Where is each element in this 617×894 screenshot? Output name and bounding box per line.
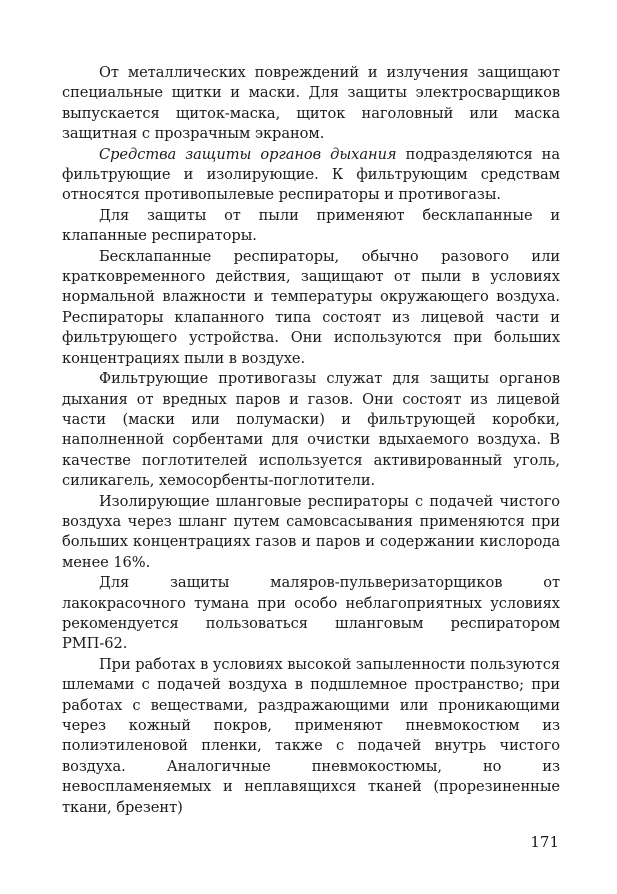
paragraph-painters-protection xyxy=(62,573,560,655)
paragraph-text: При работах в условиях высокой запыленности пользуются шлемами с подачей воздуха в подшлемное пространство; при работах с веществами, раздражающими или проникающими через кожный покров, применяют пневмокостюм из полиэтиленовой пленки, также с подачей внутрь чистого воздуха. Аналогичные пневмокостюмы, но из невоспламеняемых и неплавящихся тканей (прорезиненные ткани, брезент) xyxy=(62,655,560,816)
paragraph-valveless-respirators xyxy=(62,247,560,369)
paragraph-text: Бесклапанные респираторы, обычно разового или кратковременного действия, защищают от пыли в условиях нормальной влажности и температуры окружающего воздуха. Респираторы клапанного типа состоят из лицевой части и фильтрующего устройства. Они используются при больших концентрациях пыли в воздухе. xyxy=(62,247,560,367)
paragraph-respiratory-protection xyxy=(62,145,560,206)
paragraph-dust-protection xyxy=(62,206,560,247)
paragraph-metal-protection xyxy=(62,63,560,145)
paragraph-hose-respirators xyxy=(62,492,560,574)
page-number: 171 xyxy=(530,833,559,851)
paragraph-pneumosuits xyxy=(62,655,560,818)
paragraph-text: подразделяются на фильтрующие и изолирующие. К фильтрующим средствам относятся противопылевые респираторы и противогазы. xyxy=(62,145,560,204)
paragraph-text: Для защиты маляров-пульверизаторщиков от лакокрасочного тумана при особо неблагоприятных условиях рекомендуется пользоваться шланговым респиратором РМП-62. xyxy=(62,574,560,653)
paragraph-filter-gas-masks xyxy=(62,369,560,491)
paragraph-text: Для защиты от пыли применяют бесклапанные и клапанные респираторы. xyxy=(62,206,560,245)
page-body xyxy=(62,63,560,823)
paragraph-text: Фильтрующие противогазы служат для защиты органов дыхания от вредных паров и газов. Они состоят из лицевой части (маски или полумаски) и фильтрующей коробки, наполненной сорбентами для очистки вдыхаемого воздуха. В качестве поглотителей используется активированный уголь, силикагель, хемосорбенты-поглотители. xyxy=(62,370,560,490)
emphasis-term: Средства защиты органов дыхания xyxy=(99,145,397,163)
paragraph-text: Изолирующие шланговые респираторы с подачей чистого воздуха через шланг путем самовсасывания применяются при больших концентрациях газов и паров и содержании кислорода менее 16%. xyxy=(62,492,560,571)
paragraph-text: От металлических повреждений и излучения защищают специальные щитки и маски. Для защиты электросварщиков выпускается щиток-маска, щиток наголовный или маска защитная с прозрачным экраном. xyxy=(62,64,560,143)
